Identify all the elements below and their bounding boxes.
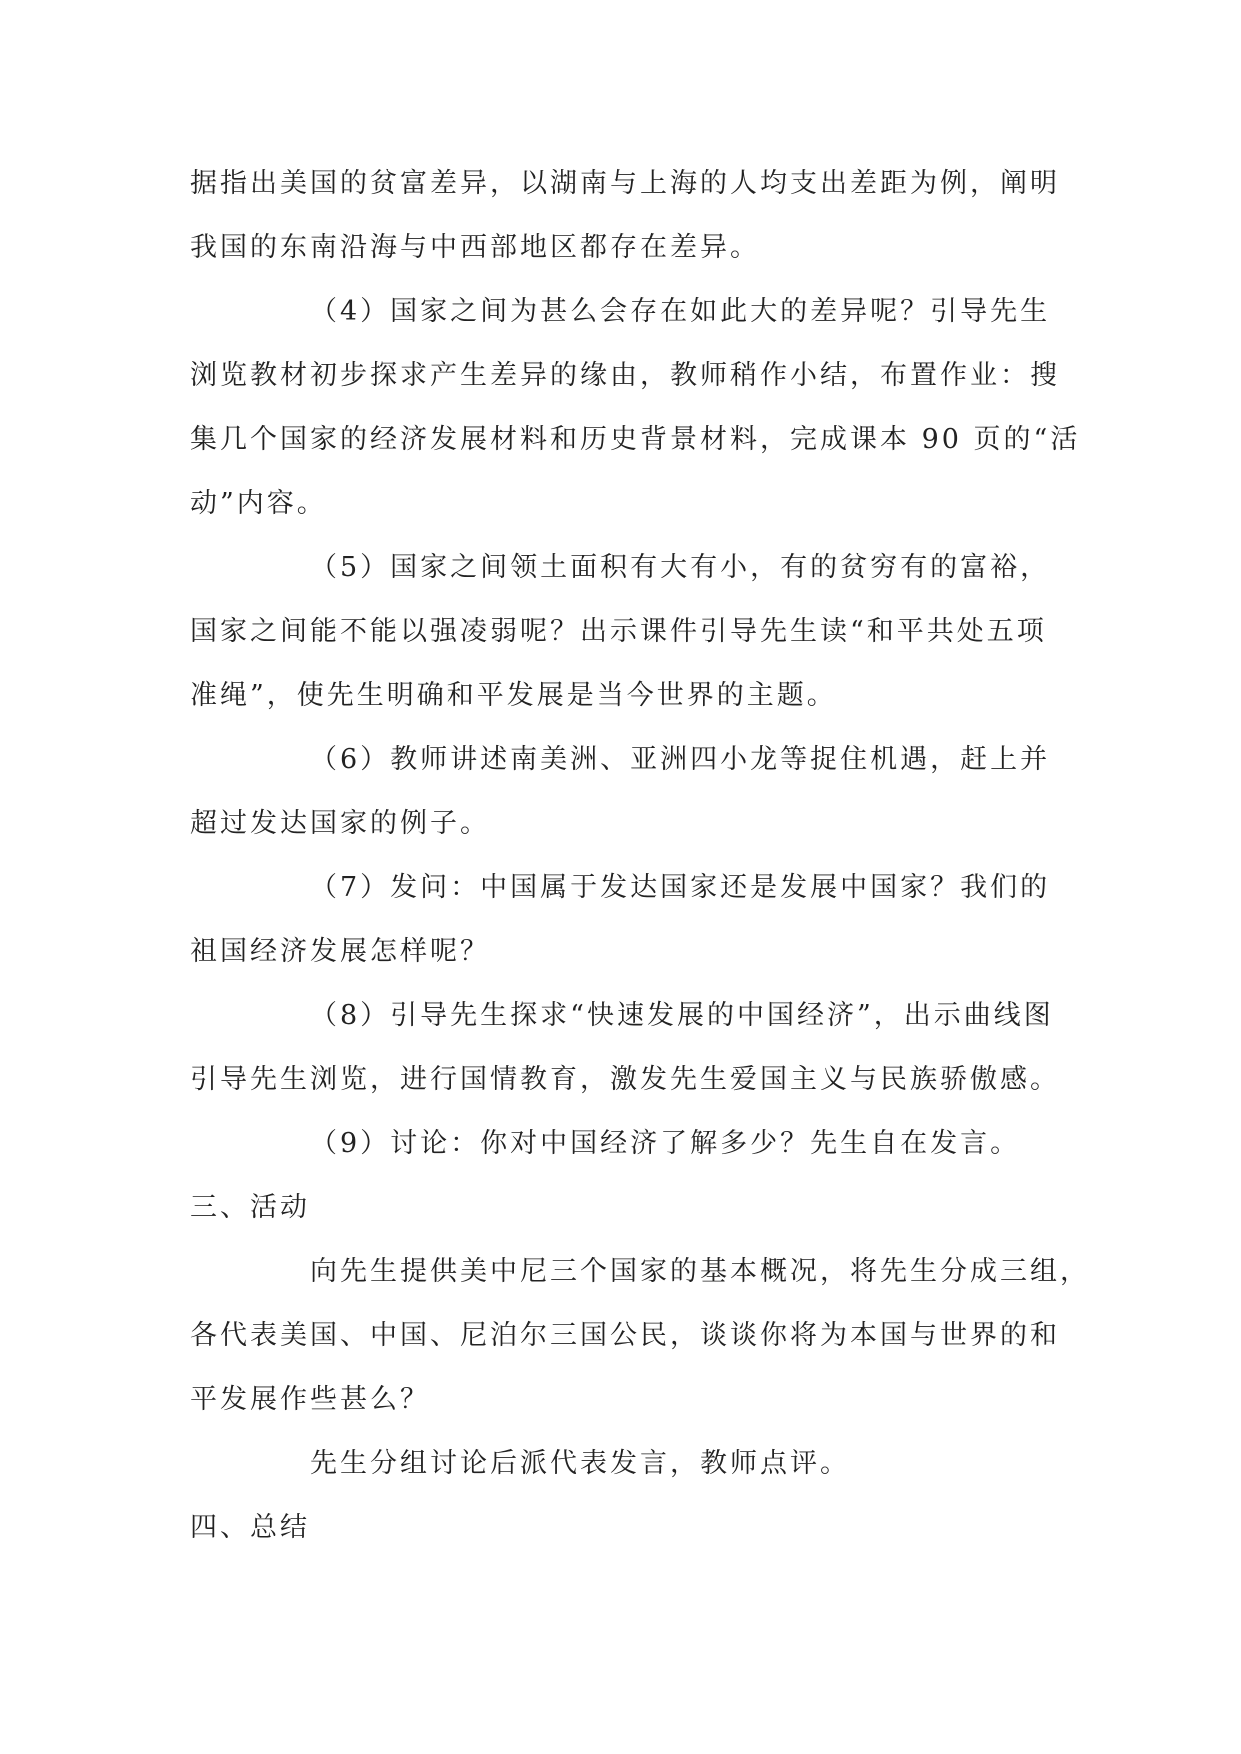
text-line: 国家之间能不能以强凌弱呢？出示课件引导先生读“和平共处五项: [190, 616, 1047, 647]
text-line: （6）教师讲述南美洲、亚洲四小龙等捉住机遇，赶上并: [310, 744, 1051, 775]
text-line: 据指出美国的贫富差异，以湖南与上海的人均支出差距为例，阐明: [190, 168, 1060, 199]
text-line: 准绳”，使先生明确和平发展是当今世界的主题。: [190, 680, 837, 711]
text-line: 向先生提供美中尼三个国家的基本概况，将先生分成三组，: [310, 1256, 1090, 1287]
section-heading: 四、总结: [190, 1512, 310, 1543]
text-line: 平发展作些甚么？: [190, 1384, 430, 1415]
section-heading: 三、活动: [190, 1192, 310, 1223]
text-line: 我国的东南沿海与中西部地区都存在差异。: [190, 232, 760, 263]
text-line: （4）国家之间为甚么会存在如此大的差异呢？引导先生: [310, 296, 1051, 327]
text-line: （5）国家之间领土面积有大有小，有的贫穷有的富裕，: [310, 552, 1051, 583]
text-line: （7）发问：中国属于发达国家还是发展中国家？我们的: [310, 872, 1051, 903]
text-line: 动”内容。: [190, 488, 327, 519]
text-line: 集几个国家的经济发展材料和历史背景材料，完成课本 90 页的“活: [190, 424, 1081, 455]
text-line: 超过发达国家的例子。: [190, 808, 490, 839]
text-line: （9）讨论：你对中国经济了解多少？先生自在发言。: [310, 1128, 1021, 1159]
document-body: [190, 152, 1090, 1560]
text-line: 各代表美国、中国、尼泊尔三国公民，谈谈你将为本国与世界的和: [190, 1320, 1060, 1351]
text-line: 浏览教材初步探求产生差异的缘由，教师稍作小结，布置作业：搜: [190, 360, 1060, 391]
text-line: 引导先生浏览，进行国情教育，激发先生爱国主义与民族骄傲感。: [190, 1064, 1060, 1095]
text-line: 先生分组讨论后派代表发言，教师点评。: [310, 1448, 850, 1479]
text-line: （8）引导先生探求“快速发展的中国经济”，出示曲线图: [310, 1000, 1054, 1031]
text-line: 祖国经济发展怎样呢？: [190, 936, 490, 967]
